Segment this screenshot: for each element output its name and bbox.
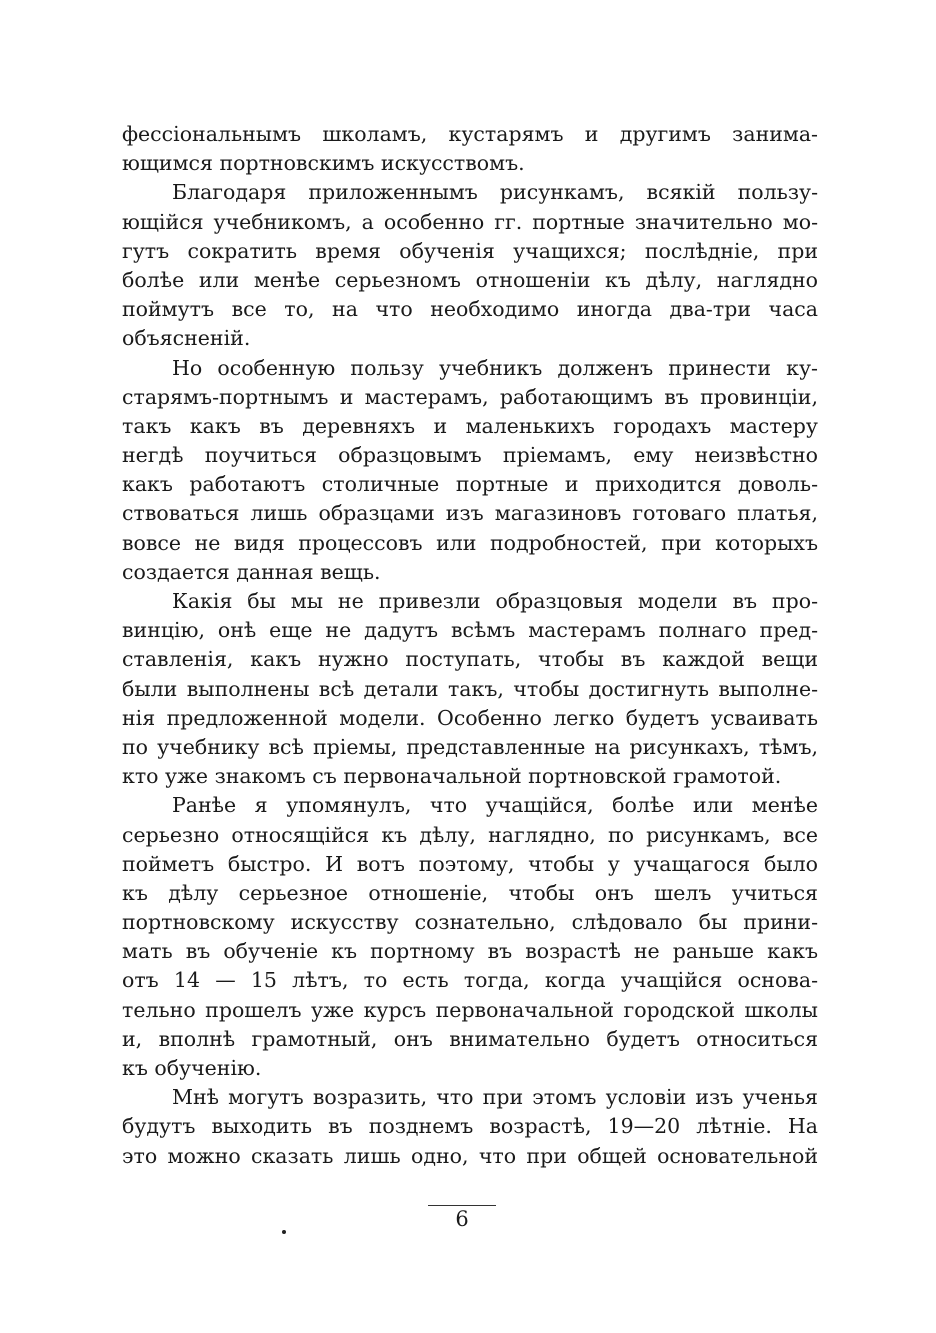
text-line: винцію, онѣ еще не дадутъ всѣмъ мастерамъ полнаго пред- <box>122 618 818 643</box>
text-line: негдѣ поучиться образцовымъ пріемамъ, ему неизвѣстно <box>122 443 818 468</box>
text-line: болѣе или менѣе серьезномъ отношеніи къ дѣлу, наглядно <box>122 267 818 292</box>
text-line: тельно прошелъ уже курсъ первоначальной городской школы <box>122 997 818 1022</box>
text-line: Благодаря приложеннымъ рисункамъ, всякій пользу- <box>172 180 818 205</box>
text-line: къ дѣлу серьезное отношеніе, чтобы онъ шелъ учиться <box>122 880 818 905</box>
text-line: создается данная вещь. <box>122 559 381 584</box>
text-line: гутъ сократить время обученія учащихся; послѣдніе, при <box>122 238 818 263</box>
text-line: Мнѣ могутъ возразить, что при этомъ условіи изъ ученья <box>172 1085 818 1110</box>
text-line: такъ какъ въ деревняхъ и маленькихъ городахъ мастеру <box>122 413 818 438</box>
text-line: ставленія, какъ нужно поступать, чтобы въ каждой вещи <box>122 647 818 672</box>
text-line: вовсе не видя процессовъ или подробностей, при которыхъ <box>122 530 818 555</box>
text-line: нія предложенной модели. Особенно легко будетъ усваивать <box>122 705 818 730</box>
text-line: портновскому искусству сознательно, слѣдовало бы прини- <box>122 910 818 935</box>
text-line: фессіональнымъ школамъ, кустарямъ и другимъ занима- <box>122 122 818 146</box>
text-line: ствоваться лишь образцами изъ магазиновъ готоваго платья, <box>122 501 818 526</box>
text-line: были выполнены всѣ детали такъ, чтобы достигнуть выполне- <box>122 676 818 701</box>
text-line: серьезно относящійся къ дѣлу, наглядно, по рисункамъ, все <box>122 822 818 847</box>
text-line: отъ 14 — 15 лѣтъ, то есть тогда, когда учащійся основа- <box>122 968 818 993</box>
text-line: ющійся учебникомъ, а особенно гг. портные значительно мо- <box>122 209 818 234</box>
text-line: пойметъ быстро. И вотъ поэтому, чтобы у учащагося было <box>122 851 818 876</box>
text-line: это можно сказать лишь одно, что при общей основательной <box>122 1143 818 1168</box>
text-line: кто уже знакомъ съ первоначальной портновской грамотой. <box>122 764 782 789</box>
text-line: Какія бы мы не привезли образцовыя модели въ про- <box>172 589 818 613</box>
scan-speck <box>282 1230 286 1234</box>
page-number: 6 <box>455 1207 469 1231</box>
text-line: Ранѣе я упомянулъ, что учащійся, болѣе или менѣе <box>172 793 818 818</box>
text-line: объясненій. <box>122 326 251 351</box>
text-line: старямъ-портнымъ и мастерамъ, работающимъ въ провинціи, <box>122 384 818 409</box>
text-line: по учебнику всѣ пріемы, представленные на рисункахъ, тѣмъ, <box>122 734 818 759</box>
text-line: къ обученію. <box>122 1056 262 1080</box>
text-line: ющимся портновскимъ искусствомъ. <box>122 151 525 176</box>
page-body <box>122 120 818 1171</box>
text-line: Но особенную пользу учебникъ долженъ принести ку- <box>172 355 818 380</box>
text-line: какъ работаютъ столичные портные и приходится доволь- <box>122 472 818 497</box>
text-line: будутъ выходить въ позднемъ возрастѣ, 19—20 лѣтніе. На <box>122 1114 818 1139</box>
text-line: поймутъ все то, на что необходимо иногда два-три часа <box>122 297 818 322</box>
text-line: мать въ обученіе къ портному въ возрастѣ не раньше какъ <box>122 939 818 964</box>
text-line: и, вполнѣ грамотный, онъ внимательно будетъ относиться <box>122 1026 818 1051</box>
